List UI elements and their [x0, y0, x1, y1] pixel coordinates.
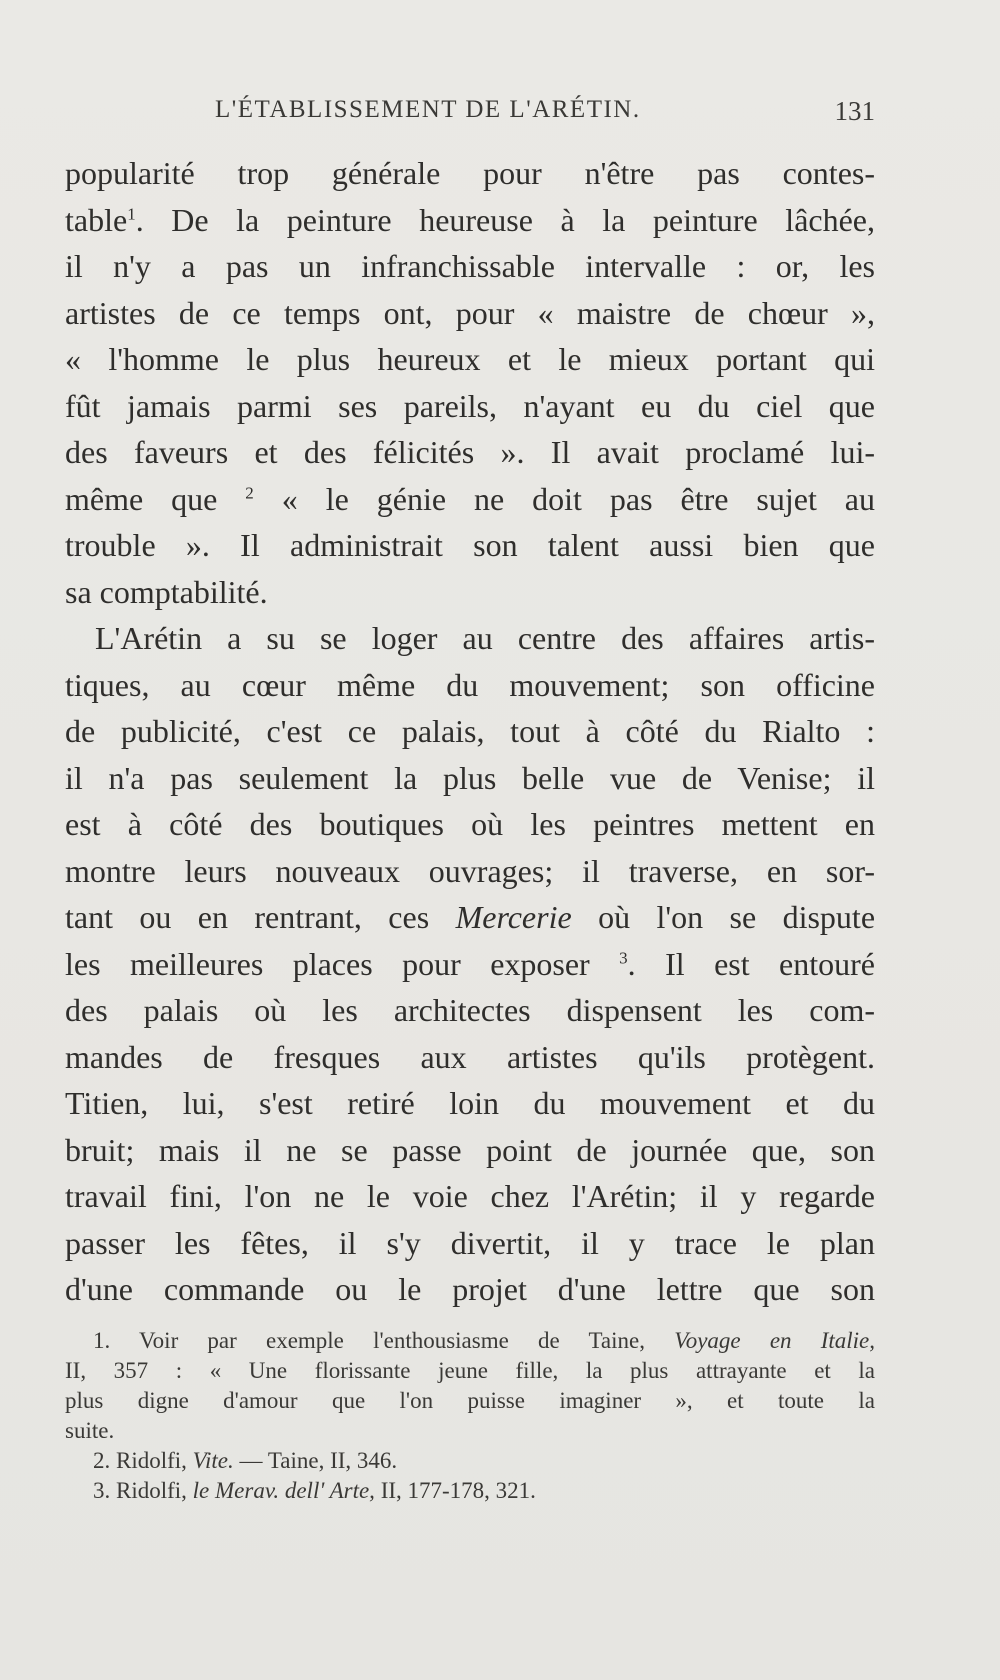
- text-run: mandes de fresques aux artistes qu'ils protègent.: [65, 1038, 875, 1075]
- footnote-1: [65, 1326, 875, 1356]
- text-run: bruit; mais il ne se passe point de journée que, son: [65, 1131, 875, 1168]
- text-line: [65, 1173, 875, 1220]
- text-line: [65, 522, 875, 569]
- text-run: tiques, au cœur même du mouvement; son officine: [65, 666, 875, 703]
- text-run: des palais où les architectes dispensent les com-: [65, 992, 875, 1028]
- text-line: [65, 941, 875, 988]
- text-run: d'une commande ou le projet d'une lettre que son: [65, 1271, 875, 1307]
- text-run: sa comptabilité.: [65, 573, 268, 610]
- italic-title: Vite.: [192, 1448, 234, 1473]
- text-line: [65, 1220, 875, 1267]
- text-run: . De la peinture heureuse à la peinture lâchée,: [135, 201, 875, 238]
- footnote-3: [65, 1476, 875, 1506]
- text-run: popularité trop générale pour n'être pas contes-: [65, 155, 875, 191]
- footnote-text: 2. Ridolfi,: [93, 1448, 187, 1473]
- footnote-text: — Taine, II, 346.: [239, 1448, 398, 1473]
- footnote-ref: 2: [245, 482, 254, 502]
- running-title: L'ÉTABLISSEMENT DE L'ARÉTIN.: [215, 96, 641, 123]
- footnotes: [65, 1326, 875, 1506]
- text-line: [65, 801, 875, 848]
- text-run: les meilleures places pour exposer: [65, 945, 590, 982]
- text-run: il n'a pas seulement la plus belle vue de Venise; il: [65, 759, 875, 796]
- text-run: L'Arétin a su se loger au centre des affaires artis-: [95, 620, 875, 656]
- text-line: [65, 615, 875, 662]
- text-run: montre leurs nouveaux ouvrages; il traverse, en sor-: [65, 852, 875, 889]
- text-run: passer les fêtes, il s'y divertit, il y trace le plan: [65, 1224, 875, 1261]
- text-run: « l'homme le plus heureux et le mieux portant qui: [65, 341, 875, 377]
- footnote-2: [65, 1446, 875, 1476]
- footnote-1-cont: [65, 1416, 875, 1446]
- footnote-text: 1. Voir par exemple l'enthousiasme de Taine,: [93, 1328, 645, 1353]
- text-run: artistes de ce temps ont, pour « maistre de chœur »,: [65, 294, 875, 331]
- text-line: [65, 243, 875, 290]
- text-line: [65, 987, 875, 1034]
- footnote-text: II, 357 : « Une florissante jeune fille, la plus attrayante et la: [65, 1358, 875, 1383]
- footnote-1-cont: [65, 1356, 875, 1386]
- text-run: . Il est entouré: [627, 945, 875, 982]
- text-run: où l'on se dispute: [598, 899, 875, 935]
- text-line: [65, 894, 875, 941]
- text-run: est à côté des boutiques où les peintres mettent en: [65, 806, 875, 842]
- text-line: [65, 1034, 875, 1081]
- footnote-ref: 3: [619, 947, 628, 967]
- text-line: [65, 662, 875, 709]
- text-run: même que: [65, 480, 218, 517]
- italic-title: Mercerie: [455, 899, 572, 935]
- text-run: Titien, lui, s'est retiré loin du mouvement et du: [65, 1085, 875, 1121]
- footnote-text: II, 177-178, 321.: [380, 1478, 536, 1503]
- footnote-ref: 1: [127, 203, 136, 223]
- body-text: [65, 150, 875, 1313]
- text-line: [65, 708, 875, 755]
- text-line: [65, 1080, 875, 1127]
- footnote-text: 3. Ridolfi,: [93, 1478, 187, 1503]
- text-run: il n'y a pas un infranchissable intervalle : or, les: [65, 248, 875, 284]
- text-line: [65, 290, 875, 337]
- text-run: des faveurs et des félicités ». Il avait proclamé lui-: [65, 434, 875, 470]
- footnote-text: plus digne d'amour que l'on puisse imaginer », et toute la: [65, 1388, 875, 1413]
- footnote-text: suite.: [65, 1418, 115, 1443]
- text-line: [65, 755, 875, 802]
- running-head: [65, 96, 875, 130]
- text-line: [65, 1266, 875, 1313]
- italic-title: Voyage en Italie,: [674, 1328, 875, 1353]
- text-run: tant ou en rentrant, ces: [65, 899, 430, 935]
- text-run: trouble ». Il administrait son talent aussi bien que: [65, 527, 875, 563]
- italic-title: le Merav. dell' Arte,: [192, 1478, 375, 1503]
- page-number: 131: [834, 96, 875, 126]
- text-line: [65, 1127, 875, 1174]
- text-run: de publicité, c'est ce palais, tout à côté du Rialto :: [65, 713, 875, 749]
- text-line: [65, 383, 875, 430]
- text-run: « le génie ne doit pas être sujet au: [281, 480, 875, 517]
- text-line: [65, 150, 875, 197]
- footnote-1-cont: [65, 1386, 875, 1416]
- text-run: table: [65, 201, 128, 238]
- text-line: [65, 336, 875, 383]
- text-line: [65, 848, 875, 895]
- text-line: [65, 197, 875, 244]
- text-line: [65, 476, 875, 523]
- text-line: [65, 429, 875, 476]
- text-run: travail fini, l'on ne le voie chez l'Arétin; il y regarde: [65, 1178, 875, 1214]
- text-line: [65, 569, 875, 616]
- text-run: fût jamais parmi ses pareils, n'ayant eu du ciel que: [65, 387, 875, 424]
